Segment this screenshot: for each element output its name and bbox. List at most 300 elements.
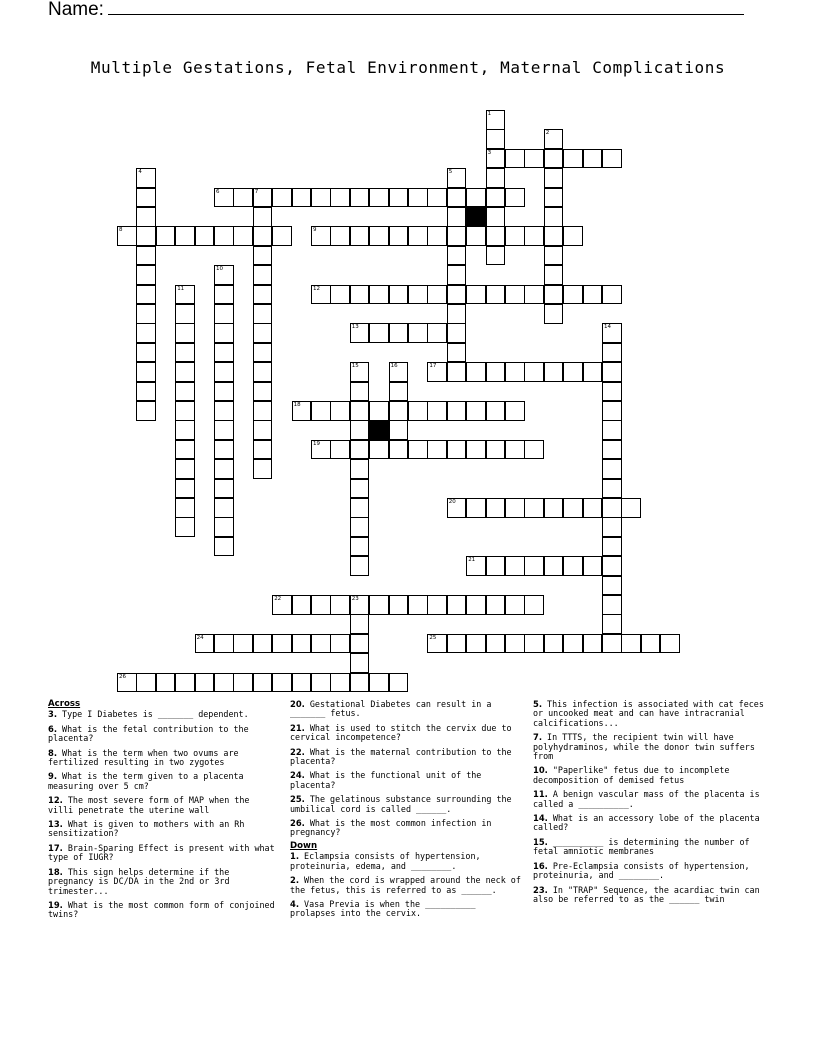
grid-cell[interactable] [369,673,389,693]
grid-cell[interactable] [505,188,525,208]
grid-cell[interactable] [253,285,273,305]
grid-cell[interactable] [253,188,273,208]
grid-cell[interactable] [253,382,273,402]
grid-cell[interactable] [156,673,176,693]
grid-cell[interactable] [466,285,486,305]
grid-cell[interactable] [330,634,350,654]
grid-cell[interactable] [447,634,467,654]
grid-cell[interactable] [350,479,370,499]
grid-cell[interactable] [136,323,156,343]
grid-cell[interactable] [117,226,137,246]
grid-cell[interactable] [486,556,506,576]
grid-cell[interactable] [621,634,641,654]
clue-number: 3. [48,709,58,720]
grid-cell[interactable] [369,401,389,421]
grid-cell[interactable] [369,188,389,208]
grid-cell[interactable] [466,634,486,654]
grid-cell[interactable] [427,401,447,421]
grid-cell[interactable] [253,304,273,324]
grid-cell[interactable] [427,634,447,654]
grid-cell[interactable] [544,226,564,246]
grid-cell[interactable] [214,401,234,421]
grid-cell[interactable] [466,595,486,615]
grid-cell[interactable] [253,673,273,693]
grid-cell[interactable] [311,673,331,693]
grid-cell[interactable] [486,110,506,130]
grid-cell[interactable] [447,168,467,188]
grid-cell[interactable] [447,323,467,343]
grid-cell[interactable] [350,614,370,634]
grid-cell[interactable] [350,653,370,673]
grid-cell[interactable] [544,149,564,169]
clue-text: This infection is associated with cat feces or uncooked meat and can have intracranial calcifications... [533,699,764,728]
grid-cell[interactable] [583,285,603,305]
down-clue [533,838,768,857]
grid-cell[interactable] [602,323,622,343]
grid-cell[interactable] [214,673,234,693]
grid-cell[interactable] [505,595,525,615]
grid-cell[interactable] [350,188,370,208]
grid-cell[interactable] [486,129,506,149]
grid-cell[interactable] [369,323,389,343]
grid-cell[interactable] [330,188,350,208]
grid-cell[interactable] [505,149,525,169]
grid-cell[interactable] [563,149,583,169]
grid-cell[interactable] [272,634,292,654]
grid-cell[interactable] [272,188,292,208]
grid-cell[interactable] [330,226,350,246]
grid-cell[interactable] [253,323,273,343]
grid-cell[interactable] [136,673,156,693]
grid-cell[interactable] [175,479,195,499]
black-square [369,420,389,440]
grid-cell[interactable] [136,285,156,305]
grid-cell[interactable] [602,595,622,615]
grid-cell[interactable] [311,440,331,460]
grid-cell[interactable] [330,673,350,693]
grid-cell[interactable] [544,285,564,305]
grid-cell[interactable] [447,595,467,615]
clue-text: In TTTS, the recipient twin will have polyhydraminos, while the donor twin suffers from [533,732,755,762]
down-clue [290,900,525,919]
grid-cell[interactable] [466,188,486,208]
grid-cell[interactable] [311,188,331,208]
grid-cell[interactable] [214,537,234,557]
grid-cell[interactable] [563,226,583,246]
grid-cell[interactable] [563,285,583,305]
grid-cell[interactable] [486,207,506,227]
grid-cell[interactable] [544,634,564,654]
grid-cell[interactable] [350,226,370,246]
grid-cell[interactable] [602,576,622,596]
grid-cell[interactable] [602,498,622,518]
grid-cell[interactable] [369,285,389,305]
grid-cell[interactable] [350,634,370,654]
grid-cell[interactable] [447,285,467,305]
grid-cell[interactable] [195,673,215,693]
grid-cell[interactable] [602,343,622,363]
grid-cell[interactable] [486,440,506,460]
grid-cell[interactable] [253,265,273,285]
grid-cell[interactable] [583,362,603,382]
across-clue [290,724,525,743]
grid-cell[interactable] [389,362,409,382]
grid-cell[interactable] [389,226,409,246]
grid-cell[interactable] [175,498,195,518]
grid-cell[interactable] [272,226,292,246]
grid-cell[interactable] [583,556,603,576]
clue-number: 22 [274,596,282,602]
grid-cell[interactable] [175,517,195,537]
grid-cell[interactable] [563,362,583,382]
grid-cell[interactable] [602,382,622,402]
grid-cell[interactable] [447,246,467,266]
grid-cell[interactable] [136,265,156,285]
grid-cell[interactable] [350,440,370,460]
grid-cell[interactable] [136,362,156,382]
grid-cell[interactable] [583,498,603,518]
grid-cell[interactable] [408,188,428,208]
grid-cell[interactable] [214,517,234,537]
grid-cell[interactable] [369,440,389,460]
grid-cell[interactable] [136,246,156,266]
grid-cell[interactable] [544,362,564,382]
grid-cell[interactable] [602,420,622,440]
grid-cell[interactable] [117,673,137,693]
grid-cell[interactable] [214,498,234,518]
grid-cell[interactable] [544,265,564,285]
grid-cell[interactable] [544,168,564,188]
grid-cell[interactable] [544,129,564,149]
clue-number: 16. [533,860,548,871]
down-clue [290,852,525,871]
grid-cell[interactable] [136,304,156,324]
grid-cell[interactable] [253,634,273,654]
grid-cell[interactable] [486,634,506,654]
grid-cell[interactable] [369,226,389,246]
grid-cell[interactable] [466,401,486,421]
grid-cell[interactable] [175,226,195,246]
grid-cell[interactable] [524,498,544,518]
clue-number: 24 [196,634,204,641]
grid-cell[interactable] [389,401,409,421]
grid-cell[interactable] [214,343,234,363]
grid-cell[interactable] [602,285,622,305]
grid-cell[interactable] [214,226,234,246]
grid-cell[interactable] [214,382,234,402]
grid-cell[interactable] [408,323,428,343]
grid-cell[interactable] [427,362,447,382]
grid-cell[interactable] [389,188,409,208]
grid-cell[interactable] [233,188,253,208]
grid-cell[interactable] [466,498,486,518]
grid-cell[interactable] [350,673,370,693]
grid-cell[interactable] [389,440,409,460]
grid-cell[interactable] [486,149,506,169]
grid-cell[interactable] [311,634,331,654]
grid-cell[interactable] [505,440,525,460]
grid-cell[interactable] [427,440,447,460]
grid-cell[interactable] [505,498,525,518]
grid-cell[interactable] [175,440,195,460]
grid-cell[interactable] [330,285,350,305]
grid-cell[interactable] [466,556,486,576]
grid-cell[interactable] [524,285,544,305]
grid-cell[interactable] [505,556,525,576]
grid-cell[interactable] [408,285,428,305]
grid-cell[interactable] [486,285,506,305]
grid-cell[interactable] [427,226,447,246]
grid-cell[interactable] [563,498,583,518]
grid-cell[interactable] [311,401,331,421]
grid-cell[interactable] [214,420,234,440]
grid-cell[interactable] [447,498,467,518]
grid-cell[interactable] [253,343,273,363]
clue-text: What is given to mothers with an Rh sensitization? [48,819,245,839]
grid-cell[interactable] [136,188,156,208]
grid-cell[interactable] [602,440,622,460]
grid-cell[interactable] [292,634,312,654]
grid-cell[interactable] [602,459,622,479]
grid-cell[interactable] [660,634,680,654]
grid-cell[interactable] [311,285,331,305]
grid-cell[interactable] [175,420,195,440]
grid-cell[interactable] [214,634,234,654]
grid-cell[interactable] [466,362,486,382]
grid-cell[interactable] [389,285,409,305]
grid-cell[interactable] [524,362,544,382]
grid-cell[interactable] [292,595,312,615]
grid-cell[interactable] [175,323,195,343]
grid-cell[interactable] [583,149,603,169]
grid-cell[interactable] [408,595,428,615]
grid-cell[interactable] [389,673,409,693]
grid-cell[interactable] [524,440,544,460]
grid-cell[interactable] [214,265,234,285]
grid-cell[interactable] [524,634,544,654]
grid-cell[interactable] [311,595,331,615]
grid-cell[interactable] [602,614,622,634]
grid-cell[interactable] [389,595,409,615]
grid-cell[interactable] [544,246,564,266]
grid-cell[interactable] [136,207,156,227]
clue-number: 12 [313,285,320,292]
grid-cell[interactable] [214,188,234,208]
across-clue [48,796,278,815]
grid-cell[interactable] [350,382,370,402]
grid-cell[interactable] [350,556,370,576]
grid-cell[interactable] [544,188,564,208]
grid-cell[interactable] [233,634,253,654]
grid-cell[interactable] [427,285,447,305]
grid-cell[interactable] [350,323,370,343]
grid-cell[interactable] [427,188,447,208]
grid-cell[interactable] [641,634,661,654]
clue-number: 24. [290,770,305,781]
grid-cell[interactable] [563,556,583,576]
grid-cell[interactable] [408,401,428,421]
grid-cell[interactable] [602,149,622,169]
grid-cell[interactable] [544,498,564,518]
grid-cell[interactable] [447,188,467,208]
grid-cell[interactable] [408,226,428,246]
grid-cell[interactable] [350,498,370,518]
grid-cell[interactable] [136,401,156,421]
grid-cell[interactable] [447,304,467,324]
grid-cell[interactable] [175,343,195,363]
grid-cell[interactable] [583,634,603,654]
grid-cell[interactable] [175,304,195,324]
grid-cell[interactable] [486,226,506,246]
grid-cell[interactable] [272,595,292,615]
grid-cell[interactable] [136,168,156,188]
grid-cell[interactable] [350,362,370,382]
grid-cell[interactable] [447,440,467,460]
clue-number: 7 [254,188,259,195]
clue-number: 2. [290,875,300,886]
grid-cell[interactable] [602,362,622,382]
grid-cell[interactable] [350,595,370,615]
grid-cell[interactable] [544,304,564,324]
grid-cell[interactable] [330,401,350,421]
grid-cell[interactable] [602,517,622,537]
clues-column-2 [290,700,525,924]
grid-cell[interactable] [350,459,370,479]
grid-cell[interactable] [602,479,622,499]
grid-cell[interactable] [330,595,350,615]
grid-cell[interactable] [447,362,467,382]
grid-cell[interactable] [350,420,370,440]
grid-cell[interactable] [389,420,409,440]
clue-text: The gelatinous substance surrounding the umbilical cord is called ______. [290,794,512,814]
grid-cell[interactable] [427,323,447,343]
grid-cell[interactable] [214,479,234,499]
grid-cell[interactable] [563,634,583,654]
grid-cell[interactable] [292,673,312,693]
grid-cell[interactable] [253,246,273,266]
grid-cell[interactable] [389,382,409,402]
grid-cell[interactable] [505,362,525,382]
grid-cell[interactable] [505,285,525,305]
grid-cell[interactable] [486,188,506,208]
grid-cell[interactable] [486,595,506,615]
grid-cell[interactable] [602,401,622,421]
grid-cell[interactable] [214,440,234,460]
grid-cell[interactable] [447,265,467,285]
grid-cell[interactable] [350,517,370,537]
clue-number: 11 [177,285,185,292]
grid-cell[interactable] [136,226,156,246]
grid-cell[interactable] [292,401,312,421]
grid-cell[interactable] [175,382,195,402]
grid-cell[interactable] [330,440,350,460]
grid-cell[interactable] [311,226,331,246]
grid-cell[interactable] [486,498,506,518]
grid-cell[interactable] [602,556,622,576]
grid-cell[interactable] [447,207,467,227]
grid-cell[interactable] [195,634,215,654]
clue-number: 16 [390,363,398,370]
grid-cell[interactable] [253,207,273,227]
name-label: Name: [48,0,104,20]
grid-cell[interactable] [253,459,273,479]
grid-cell[interactable] [505,401,525,421]
grid-cell[interactable] [175,673,195,693]
grid-cell[interactable] [350,537,370,557]
grid-cell[interactable] [447,343,467,363]
grid-cell[interactable] [214,362,234,382]
clue-number: 26. [290,818,305,829]
grid-cell[interactable] [292,188,312,208]
grid-cell[interactable] [602,634,622,654]
grid-cell[interactable] [389,323,409,343]
grid-cell[interactable] [447,226,467,246]
grid-cell[interactable] [486,168,506,188]
grid-cell[interactable] [253,362,273,382]
grid-cell[interactable] [175,459,195,479]
clue-text: Brain-Sparing Effect is present with what type of IUGR? [48,842,275,863]
clue-number: 5 [448,169,453,176]
grid-cell[interactable] [544,556,564,576]
grid-cell[interactable] [253,440,273,460]
grid-cell[interactable] [369,595,389,615]
grid-cell[interactable] [272,673,292,693]
grid-cell[interactable] [427,595,447,615]
grid-cell[interactable] [175,401,195,421]
grid-cell[interactable] [350,285,370,305]
grid-cell[interactable] [253,226,273,246]
clue-number: 15. [533,836,548,847]
grid-cell[interactable] [253,420,273,440]
grid-cell[interactable] [136,382,156,402]
grid-cell[interactable] [621,498,641,518]
clue-number: 23. [533,884,548,895]
across-clue [48,749,278,768]
grid-cell[interactable] [524,226,544,246]
grid-cell[interactable] [602,537,622,557]
grid-cell[interactable] [195,226,215,246]
down-clue [533,733,768,761]
grid-cell[interactable] [408,440,428,460]
grid-cell[interactable] [466,440,486,460]
grid-cell[interactable] [524,595,544,615]
grid-cell[interactable] [486,401,506,421]
grid-cell[interactable] [214,304,234,324]
grid-cell[interactable] [350,401,370,421]
grid-cell[interactable] [505,634,525,654]
clue-number: 13 [351,324,359,331]
grid-cell[interactable] [544,207,564,227]
grid-cell[interactable] [214,323,234,343]
grid-cell[interactable] [524,556,544,576]
grid-cell[interactable] [253,401,273,421]
across-clue [48,725,278,744]
grid-cell[interactable] [524,149,544,169]
grid-cell[interactable] [136,343,156,363]
grid-cell[interactable] [447,401,467,421]
grid-cell[interactable] [233,226,253,246]
grid-cell[interactable] [175,285,195,305]
grid-cell[interactable] [486,246,506,266]
grid-cell[interactable] [233,673,253,693]
grid-cell[interactable] [175,362,195,382]
grid-cell[interactable] [505,226,525,246]
grid-cell[interactable] [214,459,234,479]
grid-cell[interactable] [156,226,176,246]
grid-cell[interactable] [214,285,234,305]
grid-cell[interactable] [466,226,486,246]
grid-cell[interactable] [486,362,506,382]
